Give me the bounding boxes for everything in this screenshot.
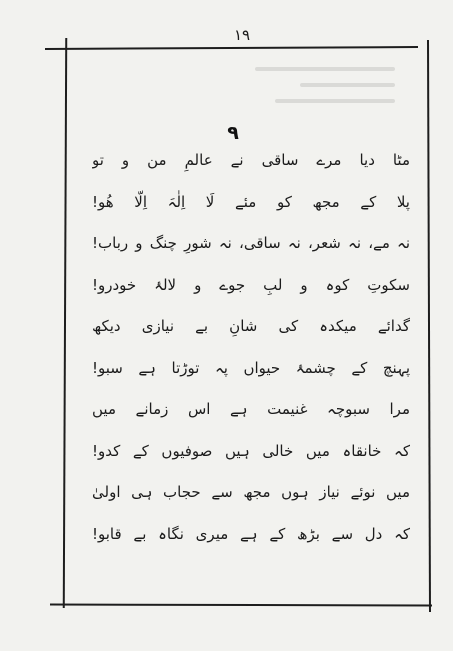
verse-line: پلا کے مجھ کو مئے لَا اِلٰہَ اِلّا ھُو! — [92, 192, 410, 211]
page-number: ۱۹ — [233, 26, 251, 44]
poem-number: ۹ — [227, 122, 239, 144]
frame-left-rule — [63, 38, 67, 608]
verse-line: سکوتِ کوہ و لبِ جوے و لالۂ خودرو! — [92, 275, 410, 294]
verse-line: کہ خانقاہ میں خالی ہیں صوفیوں کے کدو! — [92, 441, 410, 460]
verse-line: پہنچ کے چشمۂ حیواں پہ توڑتا ہے سبو! — [92, 358, 410, 377]
verse-line: نہ مے، نہ شعر، نہ ساقی، نہ شورِ چنگ و رباب! — [92, 234, 410, 252]
verse-line: میں نوئے نیاز ہوں مجھ سے حجاب ہی اولیٰ — [92, 483, 410, 501]
verse-line: کہ دل سے بڑھ کے ہے میری نگاہ بے قابو! — [92, 524, 410, 543]
bleed-through-text — [255, 55, 405, 130]
frame-top-rule — [45, 46, 418, 50]
frame-bottom-rule — [50, 603, 432, 606]
verse-line: مرا سبوچہ غنیمت ہے اس زمانے میں — [92, 400, 410, 418]
verse-line: مٹا دیا مرے ساقی نے عالمِ من و تو — [92, 151, 410, 169]
verse-line: گدائے میکدہ کی شانِ بے نیازی دیکھ — [92, 317, 410, 335]
frame-right-rule — [427, 40, 431, 612]
poem-verses — [92, 140, 410, 555]
